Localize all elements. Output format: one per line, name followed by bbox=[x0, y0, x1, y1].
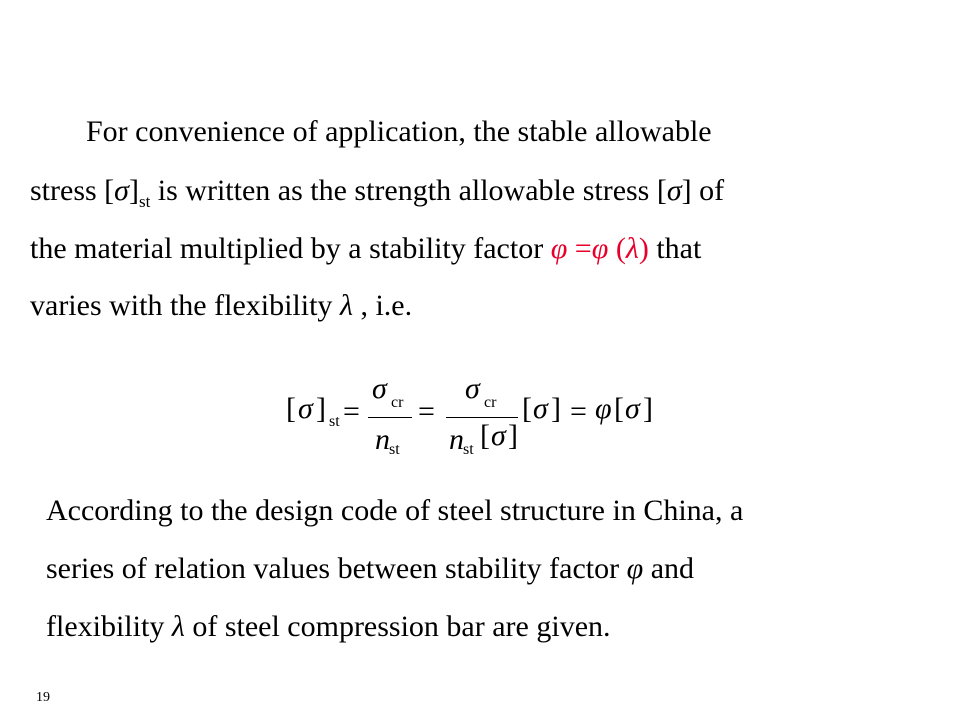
text: , i.e. bbox=[352, 289, 413, 322]
text: ] bbox=[128, 174, 139, 207]
lambda-symbol: λ bbox=[625, 232, 639, 265]
equals-sign: = bbox=[570, 395, 587, 428]
equals-sign: = bbox=[418, 395, 435, 428]
para1-line3 bbox=[30, 232, 701, 266]
sigma-symbol: σ bbox=[491, 419, 506, 452]
para2-line3 bbox=[46, 610, 611, 644]
para1-line2 bbox=[30, 174, 724, 212]
para1-line1 bbox=[86, 115, 712, 149]
subscript-cr: cr bbox=[391, 394, 404, 411]
lambda-symbol: λ bbox=[339, 289, 353, 322]
subscript-st: st bbox=[138, 192, 151, 211]
lbracket: [ bbox=[614, 392, 624, 425]
equals-sign: = bbox=[343, 395, 360, 428]
text: of steel compression bar are given. bbox=[184, 610, 611, 643]
lbracket: [ bbox=[480, 419, 490, 452]
lbracket: [ bbox=[286, 392, 296, 425]
equals-sign: = bbox=[567, 232, 592, 265]
subscript-cr: cr bbox=[484, 394, 497, 411]
sigma-symbol: σ bbox=[666, 174, 682, 207]
text: the material multiplied by a stability factor bbox=[30, 232, 551, 265]
sigma-symbol: σ bbox=[114, 174, 129, 207]
text: flexibility bbox=[46, 610, 172, 643]
text: that bbox=[648, 232, 702, 265]
text: series of relation values between stability factor bbox=[46, 552, 627, 585]
sigma-symbol: σ bbox=[298, 392, 313, 425]
page-number: 19 bbox=[36, 690, 50, 705]
phi-symbol: φ bbox=[550, 232, 568, 265]
n-symbol: n bbox=[449, 423, 464, 456]
rbracket: ] bbox=[643, 392, 653, 425]
text: According to the design code of steel structure in China, a bbox=[46, 494, 744, 527]
phi-symbol: φ bbox=[591, 232, 609, 265]
para1-line1-text: For convenience of application, the stable allowable bbox=[86, 115, 712, 148]
rbracket: ] bbox=[316, 392, 326, 425]
sigma-symbol: σ bbox=[465, 372, 480, 405]
sigma-symbol: σ bbox=[533, 392, 548, 425]
subscript-st: st bbox=[329, 413, 340, 430]
phi-symbol: φ bbox=[595, 392, 612, 425]
fraction-bar bbox=[368, 417, 412, 418]
text: and bbox=[643, 552, 695, 585]
rbracket: ] bbox=[551, 392, 561, 425]
para2-line2 bbox=[46, 552, 694, 586]
subscript-st: st bbox=[389, 441, 400, 458]
phi-symbol: φ bbox=[626, 552, 644, 585]
text: ] of bbox=[681, 174, 725, 207]
text: is written as the strength allowable stress [ bbox=[150, 174, 667, 207]
text: stress [ bbox=[30, 174, 115, 207]
lbracket: [ bbox=[522, 392, 532, 425]
rbracket: ] bbox=[508, 419, 518, 452]
paren-close: ) bbox=[638, 232, 649, 265]
n-symbol: n bbox=[375, 423, 390, 456]
sigma-symbol: σ bbox=[372, 372, 387, 405]
para2-line1 bbox=[46, 494, 743, 528]
text: varies with the flexibility bbox=[30, 289, 340, 322]
lambda-symbol: λ bbox=[171, 610, 185, 643]
subscript-st: st bbox=[463, 441, 474, 458]
paren-open: ( bbox=[608, 232, 626, 265]
para1-line4 bbox=[30, 289, 412, 323]
sigma-symbol: σ bbox=[625, 392, 640, 425]
stability-factor-expression bbox=[551, 232, 649, 265]
